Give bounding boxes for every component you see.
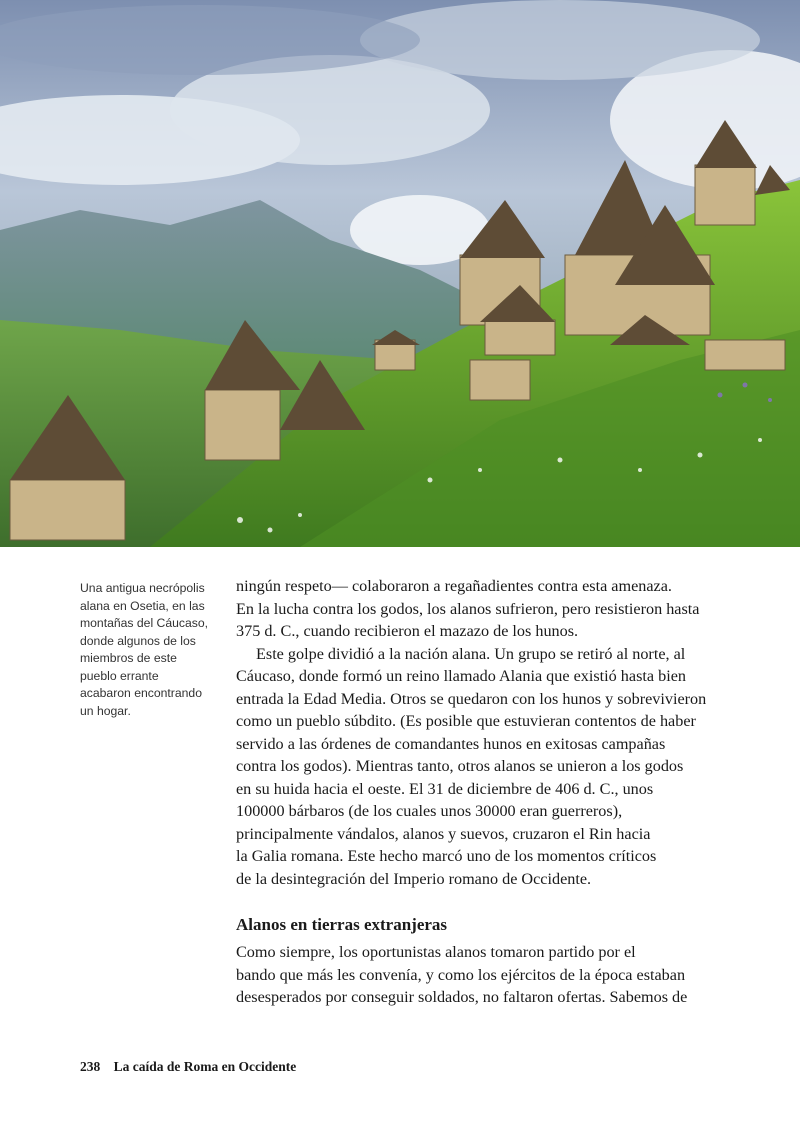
- caption-line: miembros de este: [80, 651, 177, 665]
- caption-line: pueblo errante: [80, 668, 159, 683]
- text-line: servido a las órdenes de comandantes hunos en exitosas campañas: [236, 734, 666, 753]
- text-line: En la lucha contra los godos, los alanos sufrieron, pero resistieron hasta: [236, 599, 700, 618]
- caption-line: Una antigua necrópolis: [80, 581, 205, 595]
- text-line: Este golpe dividió a la nación alana. Un grupo se retiró al norte, al: [256, 644, 686, 663]
- caption-line: un hogar.: [80, 703, 131, 718]
- text-line: 100000 bárbaros (de los cuales unos 30000 eran guerreros),: [236, 802, 623, 820]
- caption-line: alana en Osetia, en las: [80, 598, 205, 613]
- text-line: ningún respeto— colaboraron a regañadientes contra esta amenaza.: [236, 577, 672, 595]
- text-line: entrada la Edad Media. Otros se quedaron con los hunos y sobrevivieron: [236, 689, 707, 708]
- text-line: contra los godos). Mientras tanto, otros alanos se unieron a los godos: [236, 757, 684, 775]
- text-line: en su huida hacia el oeste. El 31 de diciembre de 406 d. C., unos: [236, 779, 654, 798]
- text-line: principalmente vándalos, alanos y suevos, cruzaron el Rin hacia: [236, 824, 651, 843]
- section-heading: Alanos en tierras extranjeras: [236, 915, 448, 934]
- text-line: bando que más les convenía, y como los ejércitos de la época estaban: [236, 965, 686, 984]
- section-paragraph: [236, 941, 736, 1009]
- text-line: la Galia romana. Este hecho marcó uno de los momentos críticos: [236, 847, 657, 865]
- text-line: 375 d. C., cuando recibieron el mazazo de los hunos.: [236, 622, 579, 640]
- caption-line: donde algunos de los: [80, 633, 196, 648]
- caption-line: acabaron encontrando: [80, 686, 202, 700]
- body-text: [236, 575, 736, 890]
- text-line: como un pueblo súbdito. (Es posible que estuvieran contentos de haber: [236, 712, 696, 730]
- photo-caption: [80, 580, 230, 720]
- page-footer: [80, 1059, 296, 1075]
- page-number: 238: [80, 1059, 101, 1074]
- caption-line: montañas del Cáucaso,: [80, 616, 209, 630]
- necropolis-photo: [0, 0, 800, 547]
- text-line: Como siempre, los oportunistas alanos tomaron partido por el: [236, 943, 636, 961]
- text-line: de la desintegración del Imperio romano de Occidente.: [236, 869, 592, 888]
- text-line: desesperados por conseguir soldados, no faltaron ofertas. Sabemos de: [236, 988, 688, 1006]
- running-title: La caída de Roma en Occidente: [113, 1059, 297, 1074]
- text-line: Cáucaso, donde formó un reino llamado Alania que existió hasta bien: [236, 667, 686, 685]
